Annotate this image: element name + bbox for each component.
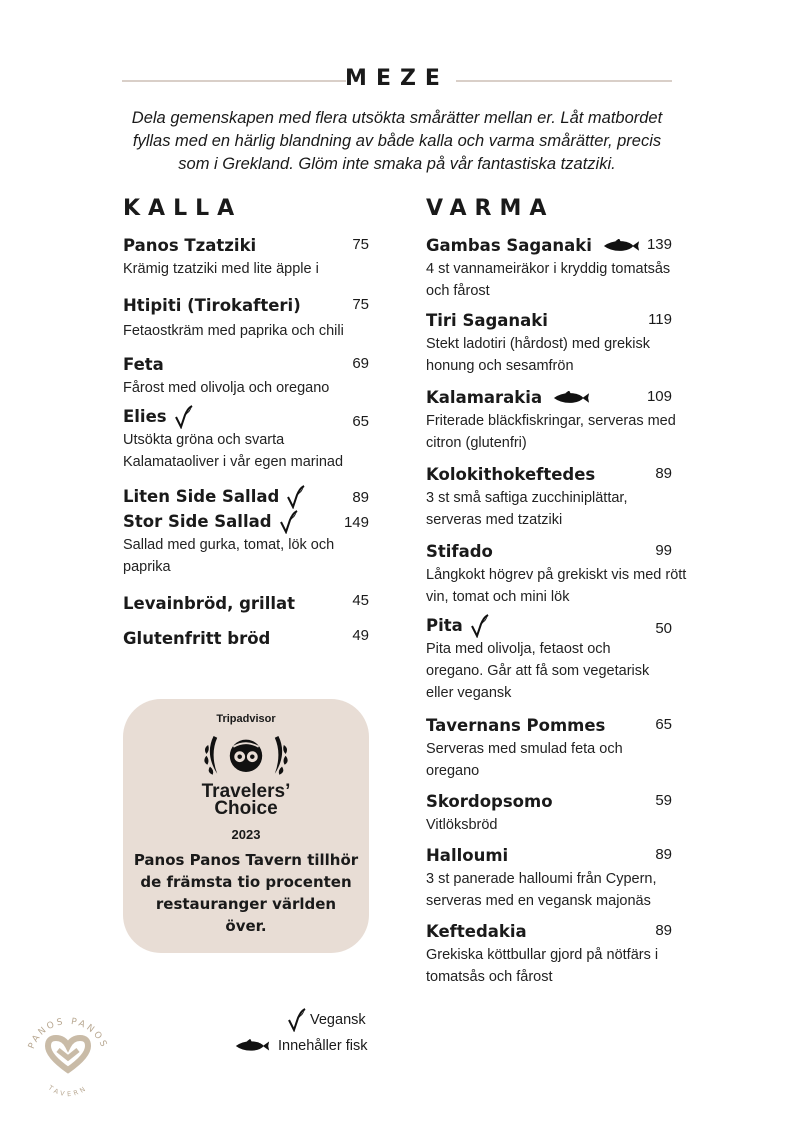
item-description: 3 st panerade halloumi från Cypern, serveras med en vegansk majonäs (426, 871, 657, 909)
section-heading-varma: VARMA (426, 196, 555, 221)
badge-title-line2: Choice (214, 798, 278, 819)
menu-item (426, 614, 676, 704)
item-description: Krämig tzatziki med lite äpple i (123, 261, 319, 277)
item-description: Stekt ladotiri (hårdost) med grekisk honung och sesamfrön (426, 336, 651, 374)
menu-item (123, 353, 369, 399)
item-price: 59 (655, 792, 672, 809)
svg-text:TAVERN (46, 1083, 89, 1098)
menu-item (426, 309, 676, 377)
badge-title (123, 783, 369, 817)
item-price: 89 (655, 465, 672, 482)
item-description: Fetaostkräm med paprika och chili (123, 323, 344, 339)
menu-item (123, 510, 369, 578)
item-name: Liten Side Sallad (123, 487, 280, 506)
menu-item (426, 540, 687, 608)
vegan-leaf-icon (285, 485, 305, 509)
intro-text: Dela gemenskapen med flera utsökta smårätter mellan er. Låt matbordet fyllas med en härlig blandning av både kalla och varma smårätter, precis som i Grekland. Glöm inte smaka på vår fantastiska tzatziki. (131, 109, 663, 173)
menu-item (426, 463, 676, 531)
menu-item (426, 386, 676, 454)
legend-vegan-label: Vegansk (310, 1012, 366, 1028)
logo-text-top: PANOS PANOS (26, 1016, 110, 1051)
tripadvisor-brand: Tripadvisor (216, 713, 276, 725)
page-title: MEZE (345, 66, 449, 91)
item-price: 149 (343, 514, 369, 531)
item-name: Pita (426, 616, 463, 635)
item-price: 65 (352, 413, 369, 430)
item-name: Halloumi (426, 846, 509, 865)
menu-item (123, 294, 369, 342)
badge-text: Panos Panos Tavern tillhör de främsta tio procenten restauranger världen över. (133, 851, 359, 935)
fish-icon (552, 391, 590, 405)
menu-item (123, 234, 369, 280)
item-description: Fårost med olivolja och oregano (123, 380, 330, 396)
item-name: Tiri Saganaki (426, 311, 548, 330)
item-price: 50 (655, 620, 672, 637)
menu-item (426, 844, 676, 912)
menu-item (426, 790, 676, 836)
item-name: Skordopsomo (426, 792, 553, 811)
item-name: Kolokithokeftedes (426, 465, 596, 484)
item-description: Pita med olivolja, fetaost och oregano. Går att få som vegetarisk eller vegansk (426, 641, 650, 701)
item-description: Långkokt högrev på grekiskt vis med rött vin, tomat och mini lök (426, 567, 687, 605)
section-heading-kalla: KALLA (123, 196, 243, 221)
item-name: Stifado (426, 542, 493, 561)
item-description: Vitlöksbröd (426, 817, 498, 833)
vegan-leaf-icon (469, 614, 489, 638)
item-price: 65 (655, 716, 672, 733)
vegan-leaf-icon (278, 510, 298, 534)
item-name: Panos Tzatziki (123, 236, 257, 255)
item-name: Elies (123, 407, 167, 426)
item-name: Kalamarakia (426, 388, 543, 407)
menu-item (123, 405, 369, 473)
menu-item (426, 714, 676, 782)
item-price: 89 (352, 489, 369, 506)
legend-fish (234, 1038, 367, 1054)
item-price: 89 (655, 922, 672, 939)
item-description: Sallad med gurka, tomat, lök och paprika (123, 537, 335, 575)
item-price: 75 (352, 236, 369, 253)
menu-item (123, 592, 369, 616)
item-description: Utsökta gröna och svarta Kalamataoliver i vår egen marinad (123, 432, 344, 470)
tripadvisor-owl-laurel-icon (201, 727, 291, 781)
logo-text-bottom: TAVERN (46, 1083, 90, 1099)
badge-year: 2023 (231, 827, 261, 842)
vegan-leaf-icon (286, 1008, 306, 1032)
item-price: 45 (352, 592, 369, 609)
item-description: 3 st små saftiga zucchiniplättar, serveras med tzatziki (426, 490, 628, 528)
fish-icon (234, 1039, 270, 1053)
item-name: Feta (123, 355, 164, 374)
item-description: Serveras med smulad feta och oregano (426, 741, 623, 779)
menu-item (426, 920, 676, 988)
item-price: 69 (352, 355, 369, 372)
menu-item (123, 485, 369, 509)
vegan-leaf-icon (173, 405, 193, 429)
item-name: Levainbröd, grillat (123, 594, 296, 613)
item-name: Tavernans Pommes (426, 716, 606, 735)
item-price: 99 (655, 542, 672, 559)
item-description: 4 st vannameiräkor i kryddig tomatsås och fårost (426, 261, 671, 299)
menu-item (123, 627, 369, 651)
item-name: Htipiti (Tirokafteri) (123, 296, 301, 315)
item-description: Grekiska köttbullar gjord på nötfärs i tomatsås och fårost (426, 947, 659, 985)
panos-panos-logo (18, 1008, 118, 1108)
item-name: Keftedakia (426, 922, 527, 941)
item-description: Friterade bläckfiskringar, serveras med citron (glutenfri) (426, 413, 676, 451)
item-price: 109 (646, 388, 672, 405)
item-name: Stor Side Sallad (123, 512, 272, 531)
item-price: 75 (352, 296, 369, 313)
menu-item (426, 234, 676, 302)
item-name: Glutenfritt bröd (123, 629, 271, 648)
item-price: 49 (352, 627, 369, 644)
item-price: 119 (648, 311, 672, 328)
legend-vegan (286, 1008, 366, 1032)
item-name: Gambas Saganaki (426, 236, 592, 255)
item-price: 139 (646, 236, 672, 253)
legend-fish-label: Innehåller fisk (278, 1038, 368, 1054)
item-price: 89 (655, 846, 672, 863)
badge-title-line1: Travelers’ (201, 781, 291, 802)
tripadvisor-badge (123, 699, 369, 953)
